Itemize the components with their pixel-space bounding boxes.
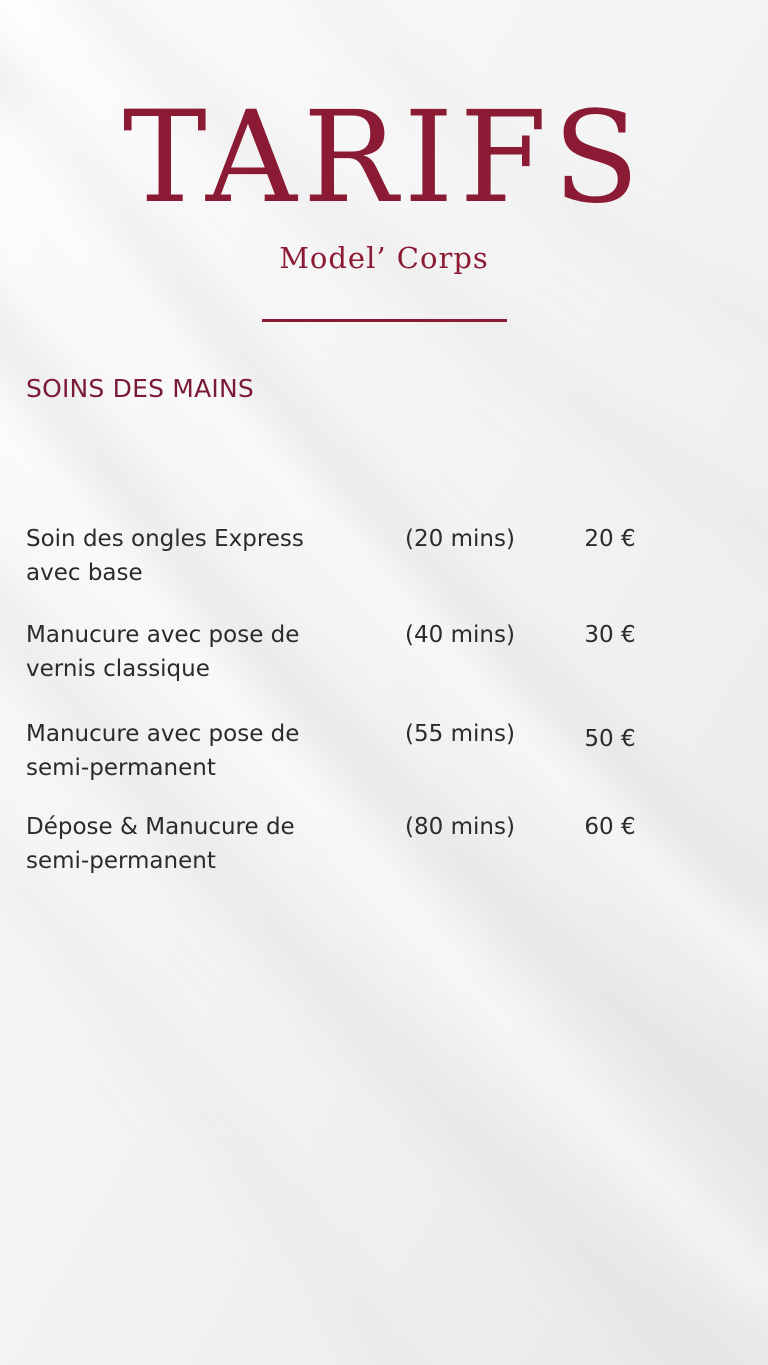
service-duration: (40 mins): [405, 622, 515, 648]
service-price: 20 €: [584, 526, 636, 552]
service-price: 50 €: [584, 726, 636, 752]
service-name: Dépose & Manucure de semi-permanent: [26, 814, 295, 874]
divider: [262, 319, 507, 322]
service-name: Soin des ongles Express avec base: [26, 526, 304, 586]
service-price: 60 €: [584, 814, 636, 840]
section-title: SOINS DES MAINS: [26, 374, 254, 403]
service-name: Manucure avec pose de vernis classique: [26, 622, 300, 682]
service-duration: (20 mins): [405, 526, 515, 552]
brand-name: Model’ Corps: [279, 241, 489, 275]
service-price: 30 €: [584, 622, 636, 648]
service-name: Manucure avec pose de semi-permanent: [26, 721, 300, 781]
service-duration: (80 mins): [405, 814, 515, 840]
page-title: TARIFS: [122, 84, 646, 231]
service-duration: (55 mins): [405, 721, 515, 747]
